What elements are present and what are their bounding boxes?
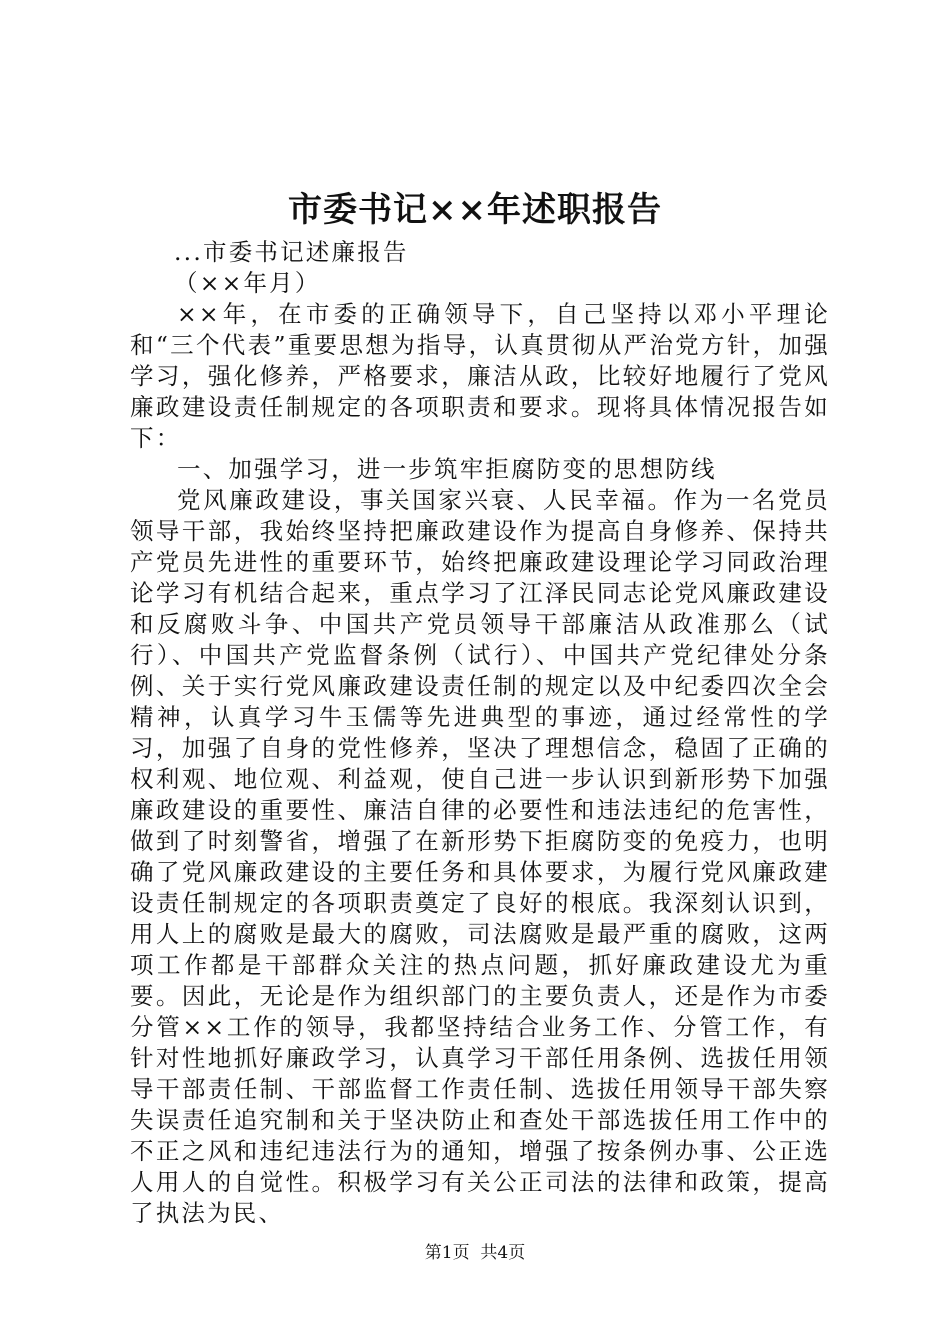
paragraph-section-1: 党风廉政建设，事关国家兴衰、人民幸福。作为一名党员领导干部，我始终坚持把廉政建设作为提高自身修养、保持共产党员先进性的重要环节，始终把廉政建设理论学习同政治理论学习有机结合起来，重点学习了江泽民同志论党风廉政建设和反腐败斗争、中国共产党员领导干部廉洁从政准那么（试行）、中国共产党监督条例（试行）、中国共产党纪律处分条例、关于实行党风廉政建设责任制的规定以及中纪委四次全会精神，认真学习牛玉儒等先进典型的事迹，通过经常性的学习，加强了自身的党性修养，坚决了理想信念，稳固了正确的权利观、地位观、利益观，使自己进一步认识到新形势下加强廉政建设的重要性、廉洁自律的必要性和违法违纪的危害性，做到了时刻警省，增强了在新形势下拒腐防变的免疫力，也明确了党风廉政建设的主要任务和具体要求，为履行党风廉政建设责任制规定的各项职责奠定了良好的根底。我深刻认识到，用人上的腐败是最大的腐败，司法腐败是最严重的腐败，这两项工作都是干部群众关注的热点问题，抓好廉政建设尤为重要。因此，无论是作为组织部门的主要负责人，还是作为市委分管××工作的领导，我都坚持结合业务工作、分管工作，有针对性地抓好廉政学习，认真学习干部任用条例、选拔任用领导干部责任制、干部监督工作责任制、选拔任用领导干部失察失误责任追究制和关于坚决防止和查处干部选拔任用工作中的不正之风和违纪违法行为的通知，增强了按条例办事、公正选人用人的自觉性。积极学习有关公正司法的法律和政策，提高了执法为民、 [130, 486, 830, 1227]
page-footer [0, 1241, 950, 1265]
document-subtitle: ...市委书记述廉报告 [174, 238, 409, 266]
document-date-line: （××年月） [174, 269, 321, 297]
section-heading-1: 一、加强学习，进一步筑牢拒腐防变的思想防线 [177, 455, 717, 483]
page-number: 第1页 共4页 [424, 1243, 526, 1263]
document-body [130, 237, 830, 1229]
document-title: 市委书记××年述职报告 [288, 190, 662, 230]
paragraph-intro: ××年，在市委的正确领导下，自己坚持以邓小平理论和“三个代表”重要思想为指导，认真贯彻从严治党方针，加强学习，强化修养，严格要求，廉洁从政，比较好地履行了党风廉政建设责任制规定的各项职责和要求。现将具体情况报告如下： [130, 300, 830, 452]
